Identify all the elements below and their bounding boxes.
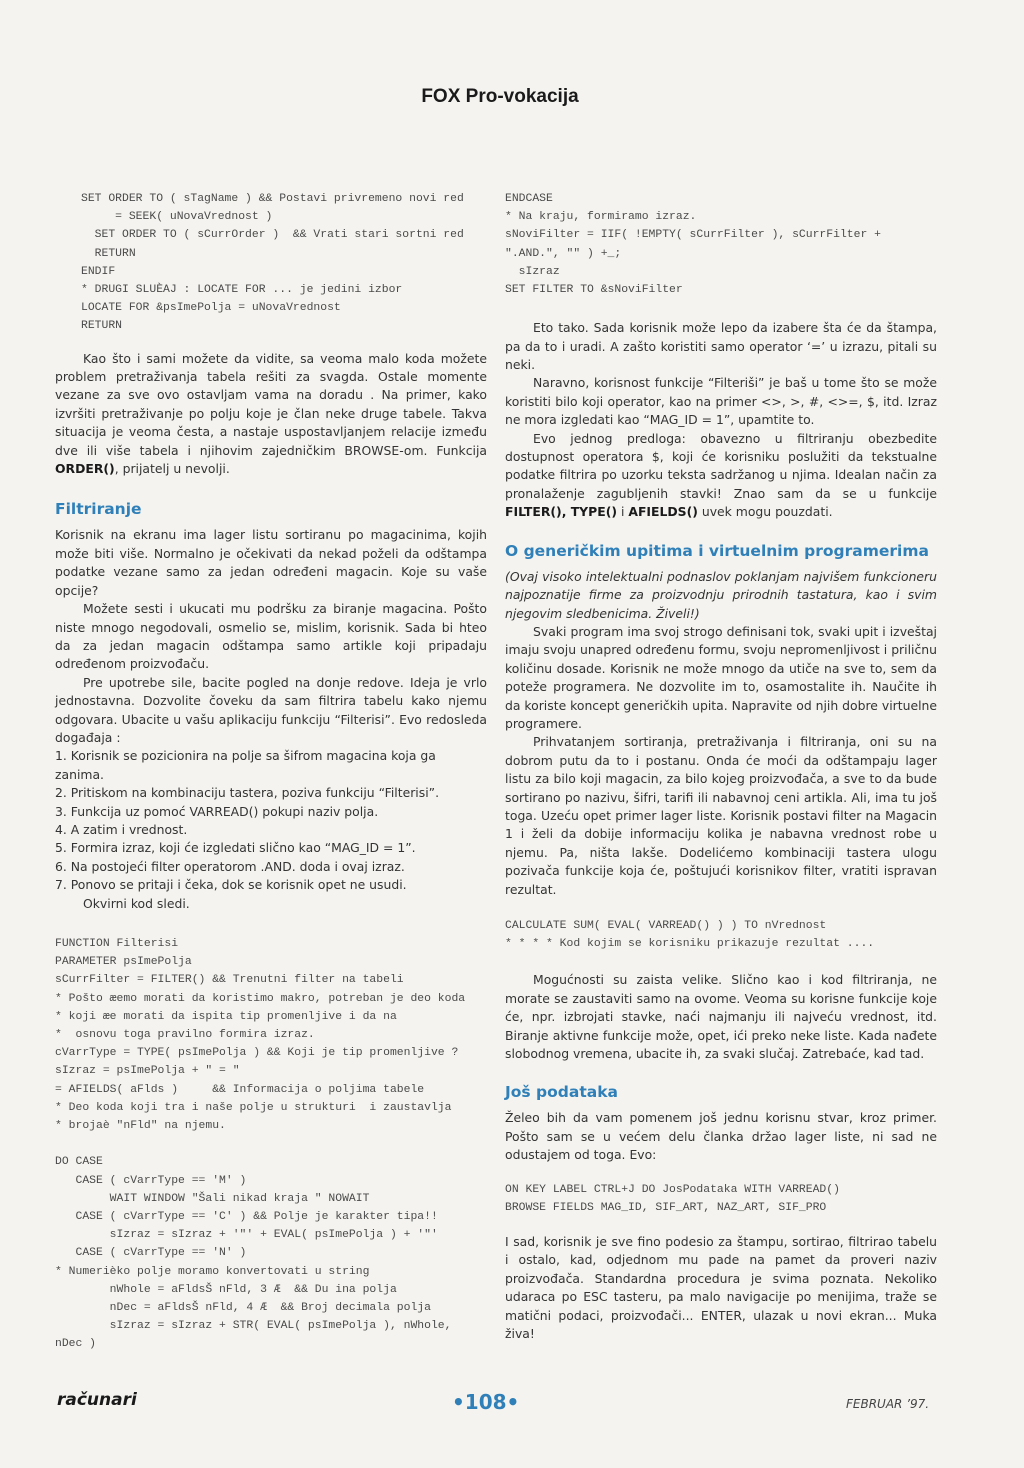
paragraph-text-end: uvek mogu pouzdati. — [697, 504, 833, 520]
code-block-on-key-label: ON KEY LABEL CTRL+J DO JosPodataka WITH VARREAD() BROWSE FIELDS MAG_ID, SIF_ART, NAZ_ART, SIF_PRO — [505, 1183, 840, 1214]
paragraph-program-flow: Svaki program ima svoj strogo definisani tok, svaki upit i izveštaj imaju svoju unapred određenu formu, svoju nepromenljivost i priličnu količinu dosade. Korisnik ne može mnogo da utiče na sve to, sem da poteže programera. Ne dozvolite im to, osamostalite ih. Naučite ih da koriste koncept generičkih upita. Napravite od njih dobre virtuelne programere. — [505, 623, 937, 731]
list-item: 5. Formira izraz, koji će izgledati slično kao “MAG_ID = 1”. — [55, 840, 416, 856]
code-block-seek: SET ORDER TO ( sTagName ) && Postavi privremeno novi red = SEEK( uNovaVrednost ) SET ORDER TO ( sCurrOrder ) && Vrati stari sortni red RETURN ENDIF * DRUGI SLUÈAJ : LOCATE FOR ... je jedini izbor LOCATE FOR &psImePolja = uNovaVrednost RETURN — [81, 193, 464, 333]
function-names: FILTER(), TYPE() — [505, 504, 618, 520]
paragraph-dedication: (Ovaj visoko intelektualni podnaslov poklanjam najvišem funkcioneru najpoznatije firme za proizvodnju prirodnih tastatura, kao i svim njegovim sledbenicima. Živeli!) — [505, 568, 937, 621]
right-column — [505, 190, 937, 1344]
paragraph-text-end: , prijatelj u nevolji. — [114, 461, 230, 477]
issue-date: FEBRUAR ’97. — [846, 1397, 930, 1411]
list-item: 2. Pritiskom na kombinaciju tastera, poziva funkciju “Filterisi”. — [55, 785, 440, 801]
left-column — [55, 190, 487, 1354]
paragraph-eto-tako: Eto tako. Sada korisnik može lepo da izabere šta će da štampa, pa da to i uradi. A zašto koristiti samo operator ‘=’ u izrazu, pitali su neki. — [505, 320, 937, 373]
section-heading-generic-queries: O generičkim upitima i virtuelnim programerima — [505, 541, 929, 560]
order-function: ORDER() — [55, 461, 115, 477]
paragraph-text-mid: i — [617, 504, 629, 520]
paragraph-code-follows: Okvirni kod sledi. — [83, 895, 190, 911]
page-header-title: FOX Pro-vokacija — [421, 86, 579, 107]
list-item: 1. Korisnik se pozicionira na polje sa šifrom magacina koja ga zanima. — [55, 748, 436, 782]
code-block-endcase: ENDCASE * Na kraju, formiramo izraz. sNoviFilter = IIF( !EMPTY( sCurrFilter ), sCurrFilter + ".AND.", "" ) +_; sIzraz SET FILTER TO &sNoviFilter — [505, 193, 881, 297]
paragraph-search-summary — [55, 350, 487, 479]
paragraph-before-force: Pre upotrebe sile, bacite pogled na donje redove. Ideja je vrlo jednostavna. Dozvolite čoveku da sam filtrira tabelu kako njemu odgovara. Ubacite u vašu aplikaciju funkciju “Filterisi”. Evo redosleda događaja : — [55, 674, 487, 745]
list-item: 7. Ponovo se pritaji i čeka, dok se korisnik opet ne usudi. — [55, 877, 407, 893]
code-block-calculate: CALCULATE SUM( EVAL( VARREAD() ) ) TO nVrednost * * * * Kod kojim se korisniku prikazuje rezultat .... — [505, 920, 875, 951]
section-heading-jos-podataka: Još podataka — [505, 1083, 618, 1102]
list-item: 6. Na postojeći filter operatorom .AND. doda i ovaj izraz. — [55, 858, 405, 874]
steps-list — [55, 747, 487, 894]
paragraph-warehouse-support: Možete sesti i ukucati mu podršku za biranje magacina. Pošto niste mnogo negodovali, osmelio se, mislim, korisnik. Sada bi hteo da za jedan magacin odštampa samo artikle koji pripadaju određenom proizvođaču. — [55, 601, 487, 672]
page-number: •108• — [452, 1390, 520, 1414]
code-block-filterisi: FUNCTION Filterisi PARAMETER psImePolja sCurrFilter = FILTER() && Trenutni filter na tabeli * Pošto æemo morati da koristimo makro, potreban je deo koda * koji æe morati da ispita tip promenljive i da na * osnovu toga pravilno formira izraz. cVarrType = TYPE( psImePolja ) && Koji je tip promenljive ? sIzraz = psImePolja + " = " = AFIELDS( aFlds ) && Informacija o poljima tabele * Deo koda koji tra i naše polje u strukturi i zaustavlja * brojaè "nFld" na njemu. DO CASE CASE ( cVarrType == 'M' ) WAIT WINDOW "Šali nikad kraja " NOWAIT CASE ( cVarrType == 'C' ) && Polje je karakter tipa!! sIzraz = sIzraz + '"' + EVAL( psImePolja ) + '"' CASE ( cVarrType == 'N' ) * Numerièko polje moramo konvertovati u string nWhole = aFldsŠ nFld, 3 Æ && Du ina polja nDec = aFldsŠ nFld, 4 Æ && Broj decimala polja sIzraz = sIzraz + STR( EVAL( psImePolja ), nWhole, nDec ) — [55, 938, 466, 1351]
afields-function: AFIELDS() — [628, 504, 698, 520]
paragraph-possibilities: Mogućnosti su zaista velike. Slično kao i kod filtriranja, ne morate se zaustaviti samo na ovome. Veoma su korisne funkcije koje će, npr. izbrojati stavke, naći najmanju ili najveću vrednost, itd. Biranje aktivne funkcije može, opet, ići preko neke liste. Kada nađete slobodnog vremena, ubacite ih, za svaki slučaj. Zatrebaće, kad tad. — [505, 972, 937, 1062]
list-item: 4. A zatim i vrednost. — [55, 821, 188, 837]
magazine-logo: računari — [57, 1390, 137, 1410]
paragraph-text: Kao što i sami možete da vidite, sa veoma malo koda možete problem pretraživanja tabela rešiti za svagda. Ostale momente vezane za sve ovo ostavljam vama na doradu . Na primer, kako izvršiti pretraživanje po polju koje je član neke druge tabele. Takva situacija je veoma česta, a nastaje uspostavljanjem relacije između dve ili više tabela i njihovim zajedničkim BROWSE-om. Funkcija — [55, 350, 487, 458]
paragraph-operators: Naravno, korisnost funkcije “Filteriši” je baš u tome što se može koristiti bilo koji operator, kao na primer <>, >, #, <>=, $, itd. Izraz ne mora izgledati kao “MAG_ID = 1”, upamtite to. — [505, 375, 937, 428]
section-heading-filtriranje: Filtriranje — [55, 500, 142, 519]
paragraph-and-now: I sad, korisnik je sve fino podesio za štampu, sortirao, filtrirao tabelu i ostalo, kad, odjednom mu pade na pamet da proveri naziv proizvođača. Standardna procedura je svima poznata. Nekoliko udaraca po ESC tasteru, pa malo navigacije po menijima, traže se matični podaci, proizvođači... ENTER, ulazak u novi ekran... Muka živa! — [505, 1234, 937, 1342]
paragraph-one-more-thing: Želeo bih da vam pomenem još jednu korisnu stvar, kroz primer. Pošto sam se u većem delu članka držao lager liste, ni sad ne odustajem od toga. Evo: — [505, 1110, 937, 1163]
paragraph-text: Evo jednog predloga: obavezno u filtriranju obezbedite dostupnost operatora $, koji će korisniku poslužiti da tekstualne podatke filtrira po uzorku teksta sadržanog u njima. Idealan način za pronalaženje zagubljenih stavki! Znao sam da se u funkcije — [505, 430, 937, 501]
paragraph-suggestion — [505, 430, 937, 522]
paragraph-acceptance: Prihvatanjem sortiranja, pretraživanja i filtriranja, oni su na dobrom putu da to i postanu. Onda će moći da odštampaju lager listu za bilo koji magacin, za bilo kojeg proizvođača, a sve to da bude sortirano po nazivu, šifri, tarifi ili nabavnoj ceni artikla. Ali, ima tu još toga. Uzeću opet primer lager liste. Korisnik postavi filter na Magacin 1 i želi da dobije informaciju kolika je nabavna vrednost robe u njemu. Pa, ništa lakše. Dodelićemo kombinaciji tastera ulogu pozivača funkcije koja će, poštujući korisnikov filter, vratiti ispravan rezultat. — [505, 734, 937, 897]
list-item: 3. Funkcija uz pomoć VARREAD() pokupi naziv polja. — [55, 803, 379, 819]
paragraph-filter-intro: Korisnik na ekranu ima lager listu sortiranu po magacinima, kojih može biti više. Normalno je očekivati da nekad poželi da odštampa podatke vezane samo za jedan određeni magacin. Koje su vaše opcije? — [55, 527, 487, 598]
